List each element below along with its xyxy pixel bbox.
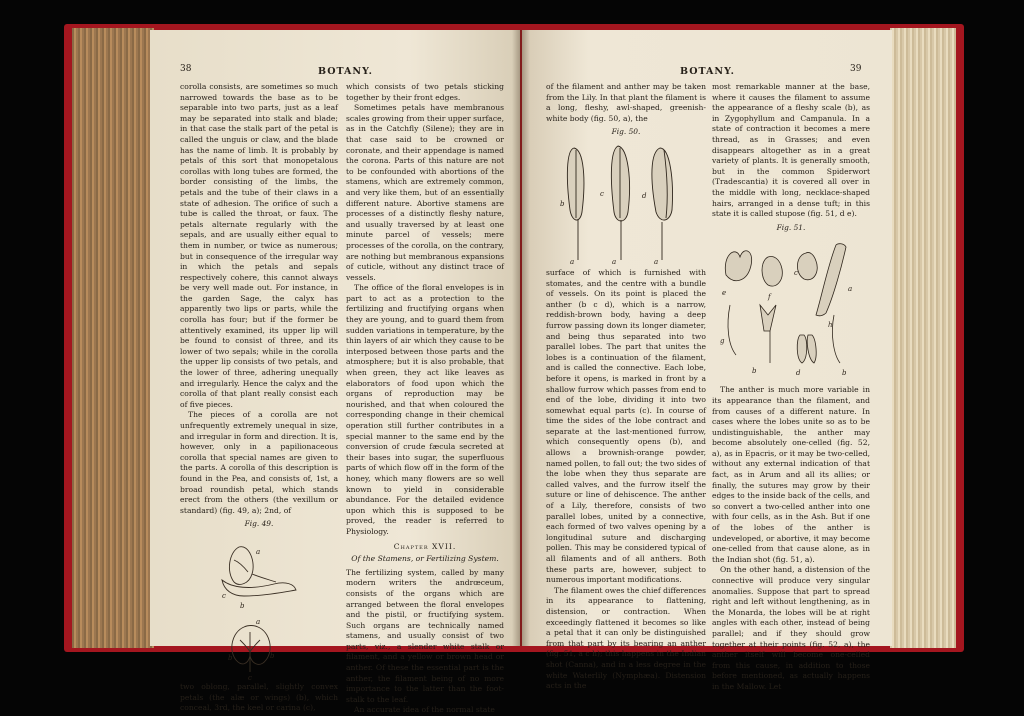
paragraph: surface of which is furnished with stomates, and the centre with a bundle of vessels. On its point is placed the anther (b c d), which is a narrow, reddish-brown body, having a deep furrow passing down its longer diameter, and being thus separated into two parallel lobes. The part that unites the lobes is a continuation of the filament, and is called the connective. Each lobe, before it opens, is marked in front by a shallow furrow which passes from end to end of the lobe, dividing it into two somewhat equal parts (c). In course of time the sides of the lobe contract and separate at the last-mentioned furrow, which consequently opens (b), and allows a brownish-orange powder, named pollen, to fall out; the two sides of the lobe when they thus separate are called valves, and the furrow itself the suture or line of dehiscence. The anther of a Lily, therefore, consists of two parallel lobes, united by a connective, each formed of two valves opening by a longitudinal suture and discharging pollen. This may be considered typical of all filaments and of all anthers. Both these parts are, however, subject to numerous important modifications. xyxy=(546,267,706,585)
chapter-subtitle: Of the Stamens, or Fertilizing System. xyxy=(351,554,499,564)
svg-text:b: b xyxy=(270,651,275,660)
paragraph: The fertilizing system, called by many modern writers the andrœceum, consists of the organs which are arranged between the floral envelopes and the pistil, or fructifying system. Such organs are technically named stamens, and usually consist of two parts, viz., a slender white stalk or filament, and a yellow or brown head or anther. Of these the essential part is the anther, the filament being of no more importance to the latter than the foot-stalk to the leaf. xyxy=(346,567,504,704)
svg-text:b: b xyxy=(240,601,245,610)
svg-text:f: f xyxy=(768,293,771,302)
book-gutter-shadow xyxy=(512,30,530,646)
svg-text:a: a xyxy=(848,285,853,294)
svg-text:a: a xyxy=(256,617,261,626)
svg-text:b: b xyxy=(842,369,847,378)
right-page-column-2 xyxy=(712,82,870,691)
paragraph: which consists of two petals sticking together by their front edges. xyxy=(346,82,504,102)
svg-text:a: a xyxy=(654,257,659,266)
figure-caption: Fig. 50. xyxy=(611,127,641,137)
right-running-header: BOTANY. xyxy=(680,66,735,77)
paragraph: The anther is much more variable in its appearance than the filament, and from causes of a different nature. In cases where the lobes unite so as to be undistinguishable, the anther may become absolutely one-celled (fig. 52, a), as in Epacris, or it may be two-celled, without any external indication of that fact, as in Arum and all its allies; or finally, the sutures may grow by their edges to the inside back of the cells, and so convert a two-celled anther into one with four cells, as in the Ash. But if one of the lobes of the anther is undeveloped, or abortive, it may become one-celled from that cause alone, as in the Indian shot (fig. 51, a). xyxy=(712,385,870,564)
svg-text:d: d xyxy=(642,191,647,200)
svg-text:a: a xyxy=(570,257,575,266)
svg-text:b: b xyxy=(560,199,565,208)
left-page xyxy=(150,30,520,715)
figure-49-illustration xyxy=(204,532,314,682)
left-page-column-2 xyxy=(346,82,504,715)
paragraph: An accurate idea of the normal state xyxy=(354,705,495,715)
left-running-header: BOTANY. xyxy=(318,66,373,77)
paragraph: On the other hand, a distension of the connective will produce very singular anomalies. Suppose that part to spread right and left without lengthening, as in the Monarda, the lobes will be at right angles with each other, instead of being parallel; and if they should grow together at their points (fig. 52, a), the anther itself will become one-celled from this cause, in addition to those before mentioned, as actually happens in the Mallow. Let xyxy=(712,565,870,691)
paragraph: The filament owes the chief differences in its appearance to flattening, distension, or contraction. When exceedingly flattened it becomes so like a petal that it can only be distinguished from that part by its bearing an anther (fig. 51, a c h); this happens in the Indian shot (Canna), and in a less degree in the white Waterlily (Nymphæa). Distension acts in the xyxy=(546,585,706,691)
svg-text:b: b xyxy=(228,653,233,662)
svg-text:d: d xyxy=(796,369,801,378)
figure-50-illustration xyxy=(556,140,696,268)
paragraph: Sometimes petals have membranous scales growing from their upper surface, as in the Catchfly (Silene); they are in that case said to be crowned or coronate, and their appendage is named the corona. Parts of this nature are not to be confounded with abortions of the stamens, which are extremely common, and very like them, but of an essentially different nature. Abortive stamens are processes of a distinctly fleshy nature, and usually traversed by at least one minute parcel of vessels; mere processes of the corolla, on the contrary, are nothing but membranous expansions of cuticle, without any distinct trace of vessels. xyxy=(346,103,504,282)
paragraph: The office of the floral envelopes is in part to act as a protection to the fertilizing and fructifying organs when they are young, and to guard them from sudden variations in temperature, by the thin layers of air which they cause to be interposed between those parts and the atmosphere; but it is also probable, that when green, they act like leaves as elaborators of food upon which the organs of reproduction may be nourished, and that when coloured the corresponding change in their chemical operation still further contributes in a special manner to the same end by the conversion of crude fæcula secreted at their bases into sugar, the superfluous parts of which flow off in the form of the honey, which many flowers are so well known to yield in considerable abundance. For the detailed evidence upon which this is supposed to be proved, the reader is referred to Physiology. xyxy=(346,283,504,536)
paragraph: corolla consists, are sometimes so much narrowed towards the base as to be separable into two parts, just as a leaf may be separated into stalk and blade; in that case the stalk part of the petal is called the unguis or claw, and the blade has the name of limb. It is probably by petals of this sort that monopetalous corollas with long tubes are formed, the border consisting of the limbs, the petals and the tube of their claws in a state of adhesion. The orifice of such a tube is called the throat, or faux. The petals alternate regularly with the sepals, and are usually either equal to them in number, or twice as numerous; but in consequence of the irregular way in which the petals and sepals respectively cohere, this cannot always be very well made out. For instance, in the garden Sage, the calyx has apparently two lips or parts, while the corolla has four; but if the former be attentively examined, its upper lip will be found to consist of three, and its lower of two sepals; while in the corolla the upper lip consists of two petals, and the lower of three, adhering unequally and irregularly. Hence the calyx and the corolla of that plant really consist each of five pieces. xyxy=(180,82,338,409)
figure-caption: Fig. 49. xyxy=(244,519,274,529)
svg-text:a: a xyxy=(256,547,261,556)
paragraph: most remarkable manner at the base, where it causes the filament to assume the appearance of a fleshy scale (b), as in Zygophyllum and Campanula. In a state of contraction it becomes a mere thread, as in Grasses; and even disappears altogether as in a great variety of plants. It is generally smooth, but in the common Spiderwort (Tradescantia) it is covered all over in the middle with long, necklace-shaped hairs, arranged in a dense tuft; in this state it is called stupose (fig. 51, d e). xyxy=(712,82,870,219)
svg-text:c: c xyxy=(600,189,604,198)
figure-caption: Fig. 51. xyxy=(776,222,806,232)
svg-text:h: h xyxy=(828,321,833,330)
svg-text:c: c xyxy=(222,591,226,600)
right-page-stack xyxy=(890,28,956,648)
svg-text:g: g xyxy=(720,337,725,346)
svg-text:c: c xyxy=(794,269,798,278)
right-page xyxy=(522,30,892,691)
svg-text:b: b xyxy=(752,367,757,376)
paragraph: The pieces of a corolla are not unfrequently extremely unequal in size, and irregular in form and direction. It is, however, only in a papilionaceous corolla that special names are given to the parts. A corolla of this description is found in the Pea, and consists of, 1st, a broad roundish petal, which stands erect from the others (the vexillum or standard) (fig. 49, a); 2nd, of xyxy=(180,410,338,515)
paragraph: two oblong, parallel, slightly convex petals (the alæ or wings) (b), which conceal, 3rd, the keel or carina (c), xyxy=(180,681,338,713)
left-page-column-1 xyxy=(180,82,338,713)
right-page-number: 39 xyxy=(850,64,862,74)
figure-51-illustration xyxy=(716,235,866,385)
svg-text:e: e xyxy=(722,289,727,298)
chapter-heading: Chapter XVII. xyxy=(393,541,457,551)
svg-text:c: c xyxy=(248,673,252,682)
left-page-stack xyxy=(72,28,154,648)
left-page-number: 38 xyxy=(180,64,192,74)
svg-text:a: a xyxy=(612,257,617,266)
right-page-column-1 xyxy=(546,82,706,691)
paragraph: of the filament and anther may be taken from the Lily. In that plant the filament is a long, fleshy, awl-shaped, greenish-white body (fig. 50, a), the xyxy=(546,82,706,123)
